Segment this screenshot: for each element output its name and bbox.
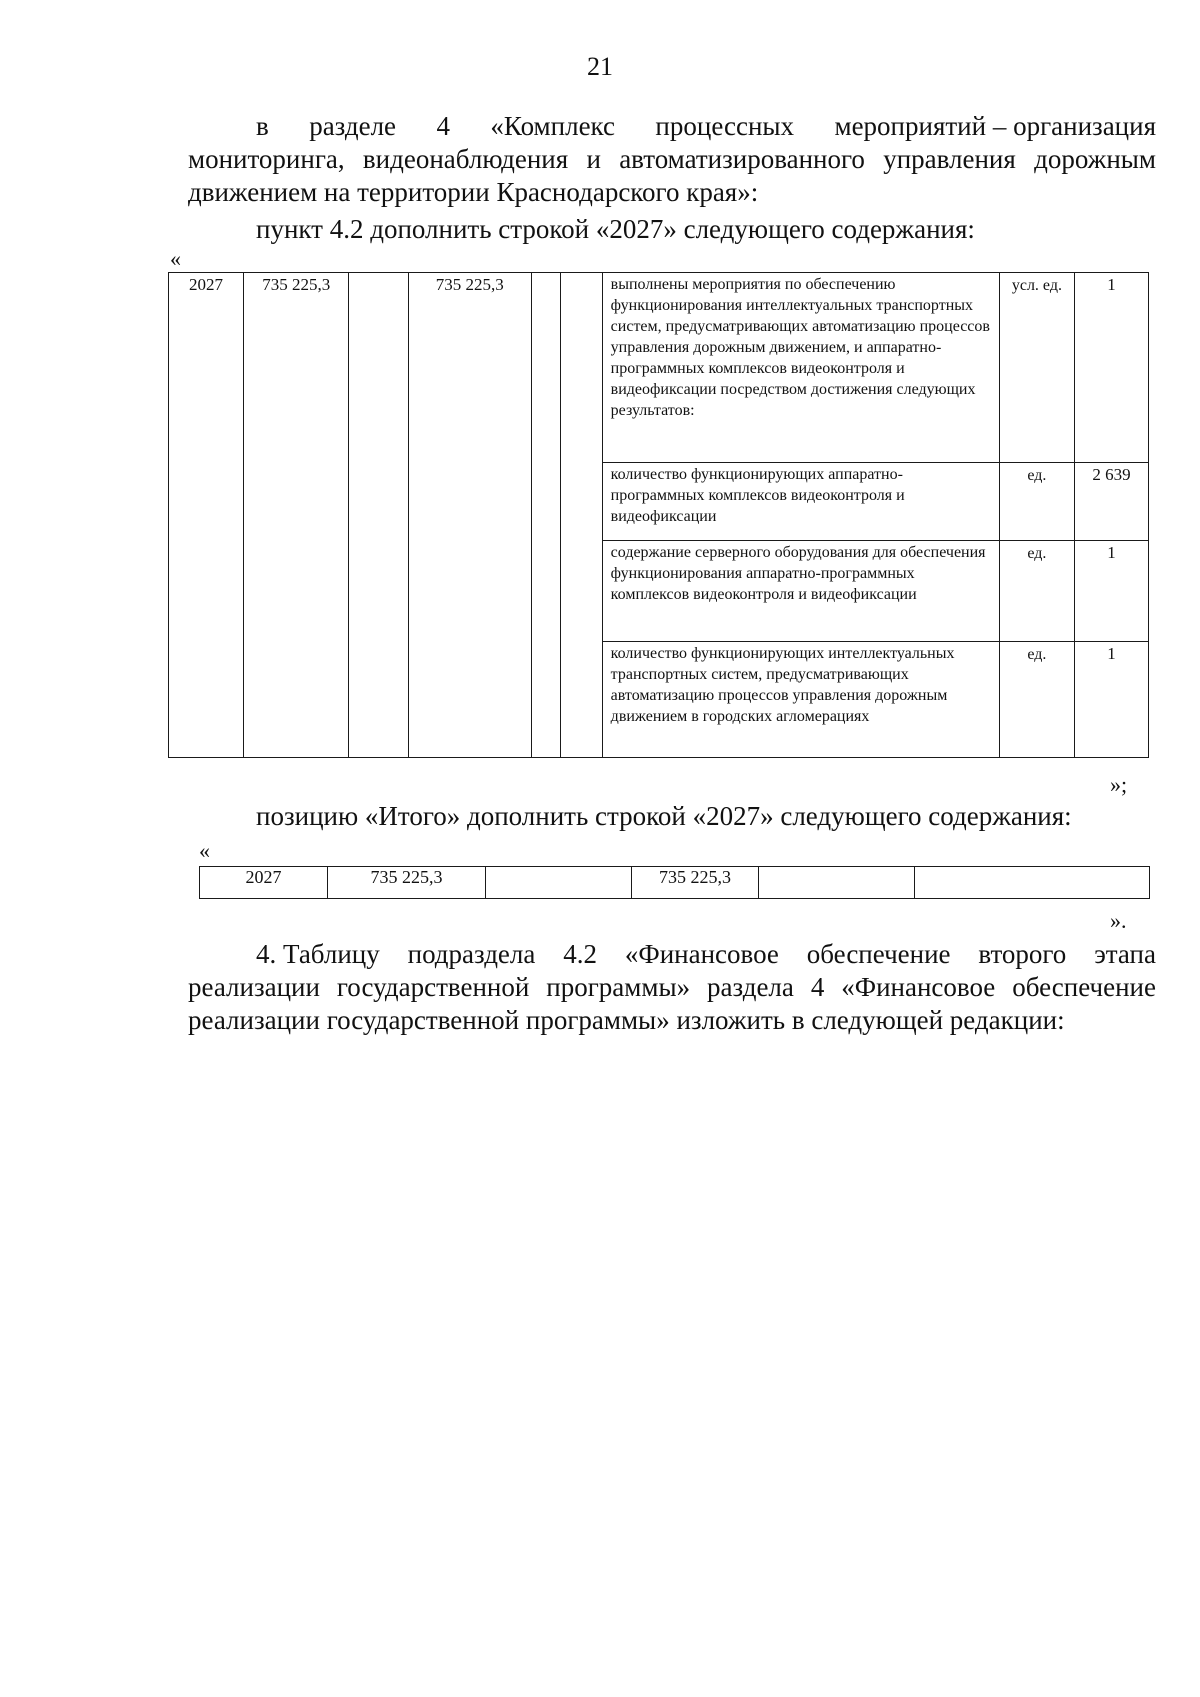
result-value: 1 [1074, 541, 1148, 642]
intro-line-1 [188, 110, 1156, 143]
year-cell: 2027 [169, 273, 244, 758]
section-4-line-2 [188, 971, 1156, 1004]
intro-word: мероприятий – организация [834, 111, 1156, 141]
section-4-word: обеспечение [806, 939, 951, 969]
section-4-word: 4.2 [563, 939, 597, 969]
section-4-word: государственной [336, 972, 530, 1002]
section-4-word: программы» [546, 972, 691, 1002]
section-4-line-1 [188, 938, 1156, 971]
page-number: 21 [587, 52, 613, 81]
section-4-word: реализации [188, 972, 320, 1002]
intro-word: 4 [436, 111, 450, 141]
section-4-word: «Финансовое [841, 972, 996, 1002]
section-4-word: 4. Таблицу [256, 939, 380, 969]
result-value: 1 [1074, 273, 1148, 463]
empty-cell [560, 273, 602, 758]
open-quote-1: « [170, 246, 181, 271]
empty-cell [349, 273, 408, 758]
section-4-word: обеспечение [1012, 972, 1156, 1002]
amendment-table-1 [168, 272, 1149, 758]
intro-paragraph [188, 110, 1156, 209]
total-row-regional: 735 225,3 [632, 867, 759, 899]
result-text: количество функционирующих аппаратно-программных комплексов видеоконтроля и видеофиксации [602, 463, 999, 541]
result-unit: ед. [999, 642, 1074, 758]
section-4-word: «Финансовое [624, 939, 779, 969]
amendment-table-2 [199, 866, 1150, 899]
result-value: 1 [1074, 642, 1148, 758]
section-4-word: этапа [1094, 939, 1156, 969]
open-quote-2: « [199, 838, 210, 863]
section-4-paragraph [188, 938, 1156, 1037]
instruction-2: позицию «Итого» дополнить строкой «2027» следующего содержания: [256, 801, 1072, 831]
intro-word: в [256, 111, 269, 141]
section-4-word: второго [978, 939, 1067, 969]
result-text: содержание серверного оборудования для обеспечения функционирования аппаратно-программных комплексов видеоконтроля и видеофиксации [602, 541, 999, 642]
total-row-empty [915, 867, 1150, 899]
section-4-line-3: реализации государственной программы» изложить в следующей редакции: [188, 1005, 1065, 1035]
intro-line-2: мониторинга, видеонаблюдения и автоматизированного управления дорожным [188, 144, 1156, 174]
total-row-empty [759, 867, 915, 899]
section-4-word: 4 [810, 972, 825, 1002]
empty-cell [531, 273, 560, 758]
intro-word: «Комплекс [490, 111, 615, 141]
close-quote-2: ». [1110, 908, 1127, 933]
total-row-sum: 735 225,3 [328, 867, 486, 899]
result-unit: усл. ед. [999, 273, 1074, 463]
intro-word: процессных [655, 111, 795, 141]
result-unit: ед. [999, 541, 1074, 642]
close-quote-1: »; [1110, 772, 1128, 797]
result-unit: ед. [999, 463, 1074, 541]
intro-word: разделе [309, 111, 397, 141]
section-4-word: подраздела [407, 939, 536, 969]
result-text: выполнены мероприятия по обеспечению функционирования интеллектуальных транспортных систем, предусматривающих автоматизацию процессов управления дорожным движением, и аппаратно-программных комплексов видеоконтроля и видеофиксации посредством достижения следующих результатов: [602, 273, 999, 463]
total-cell: 735 225,3 [244, 273, 349, 758]
instruction-1: пункт 4.2 дополнить строкой «2027» следующего содержания: [256, 214, 975, 244]
intro-line-3: движением на территории Краснодарского края»: [188, 177, 759, 207]
result-value: 2 639 [1074, 463, 1148, 541]
result-text: количество функционирующих интеллектуальных транспортных систем, предусматривающих автоматизацию процессов управления дорожным движением в городских агломерациях [602, 642, 999, 758]
total-row-year: 2027 [200, 867, 328, 899]
section-4-word: раздела [707, 972, 794, 1002]
total-row-empty [486, 867, 632, 899]
regional-budget-cell: 735 225,3 [408, 273, 531, 758]
